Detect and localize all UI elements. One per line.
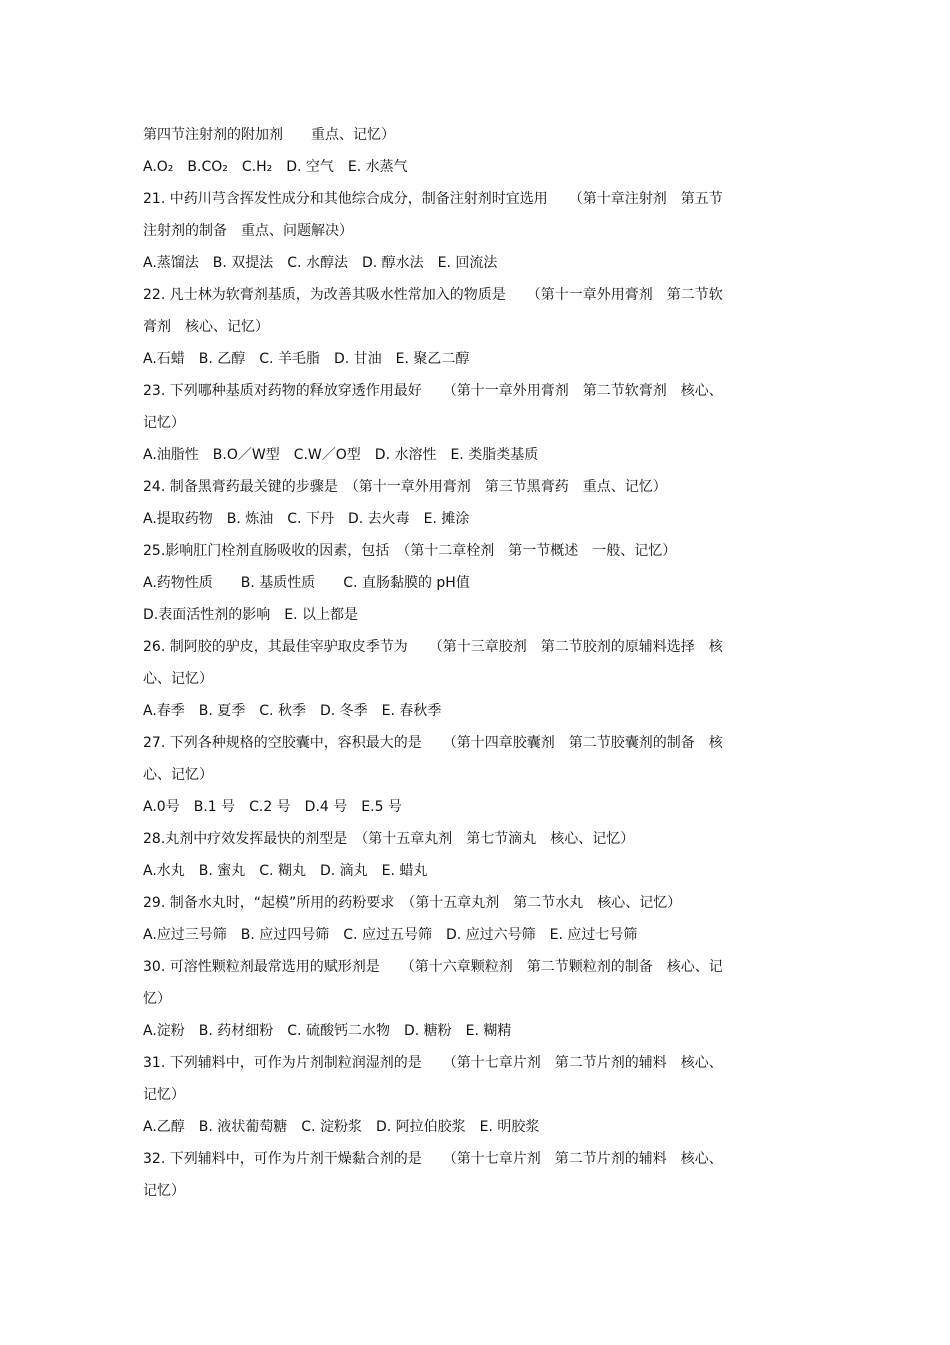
text-line: 心、记忆） [143,767,213,783]
question-27: 27. 下列各种规格的空胶囊中，容积最大的是 （第十四章胶囊剂 第二节胶囊剂的制备 核 [143,735,723,751]
question-25: 25.影响肛门栓剂直肠吸收的因素，包括 （第十二章栓剂 第一节概述 一般、记忆） [143,543,677,559]
text-line: 记忆） [143,1087,185,1103]
question-30: 30. 可溶性颗粒剂最常选用的赋形剂是 （第十六章颗粒剂 第二节颗粒剂的制备 核心、记 [143,959,723,975]
answer-options: D.表面活性剂的影响 E. 以上都是 [143,607,358,623]
question-32: 32. 下列辅料中，可作为片剂干燥黏合剂的是 （第十七章片剂 第二节片剂的辅料 核心、 [143,1151,723,1167]
answer-options: A.O₂ B.CO₂ C.H₂ D. 空气 E. 水蒸气 [143,159,408,175]
answer-options: A.提取药物 B. 炼油 C. 下丹 D. 去火毒 E. 摊涂 [143,511,470,527]
question-23: 23. 下列哪种基质对药物的释放穿透作用最好 （第十一章外用膏剂 第二节软膏剂 核心、 [143,383,723,399]
answer-options: A.淀粉 B. 药材细粉 C. 硫酸钙二水物 D. 糖粉 E. 糊精 [143,1023,512,1039]
question-26: 26. 制阿胶的驴皮，其最佳宰驴取皮季节为 （第十三章胶剂 第二节胶剂的原辅料选择 核 [143,639,723,655]
question-29: 29. 制备水丸时，“起模”所用的药粉要求 （第十五章丸剂 第二节水丸 核心、记忆） [143,895,682,911]
question-28: 28.丸剂中疗效发挥最快的剂型是 （第十五章丸剂 第七节滴丸 核心、记忆） [143,831,635,847]
text-line: 第四节注射剂的附加剂 重点、记忆） [143,127,395,143]
text-line: 膏剂 核心、记忆） [143,319,269,335]
answer-options: A.水丸 B. 蜜丸 C. 糊丸 D. 滴丸 E. 蜡丸 [143,863,428,879]
question-21: 21. 中药川芎含挥发性成分和其他综合成分，制备注射剂时宜选用 （第十章注射剂 第五节 [143,191,723,207]
text-line: 记忆） [143,1183,185,1199]
answer-options: A.药物性质 B. 基质性质 C. 直肠黏膜的 pH值 [143,575,470,591]
question-24: 24. 制备黑膏药最关键的步骤是 （第十一章外用膏剂 第三节黑膏药 重点、记忆） [143,479,667,495]
answer-options: A.春季 B. 夏季 C. 秋季 D. 冬季 E. 春秋季 [143,703,442,719]
text-line: 心、记忆） [143,671,213,687]
answer-options: A.乙醇 B. 液状葡萄糖 C. 淀粉浆 D. 阿拉伯胶浆 E. 明胶浆 [143,1119,540,1135]
answer-options: A.蒸馏法 B. 双提法 C. 水醇法 D. 醇水法 E. 回流法 [143,255,498,271]
answer-options: A.0号 B.1 号 C.2 号 D.4 号 E.5 号 [143,799,402,815]
answer-options: A.应过三号筛 B. 应过四号筛 C. 应过五号筛 D. 应过六号筛 E. 应过七号筛 [143,927,638,943]
text-line: 忆） [143,991,171,1007]
text-line: 记忆） [143,415,185,431]
answer-options: A.石蜡 B. 乙醇 C. 羊毛脂 D. 甘油 E. 聚乙二醇 [143,351,470,367]
question-22: 22. 凡士林为软膏剂基质，为改善其吸水性常加入的物质是 （第十一章外用膏剂 第二节软 [143,287,723,303]
answer-options: A.油脂性 B.O／W型 C.W／O型 D. 水溶性 E. 类脂类基质 [143,447,539,463]
document-body [143,121,811,1209]
text-line: 注射剂的制备 重点、问题解决） [143,223,353,239]
question-31: 31. 下列辅料中，可作为片剂制粒润湿剂的是 （第十七章片剂 第二节片剂的辅料 核心、 [143,1055,723,1071]
